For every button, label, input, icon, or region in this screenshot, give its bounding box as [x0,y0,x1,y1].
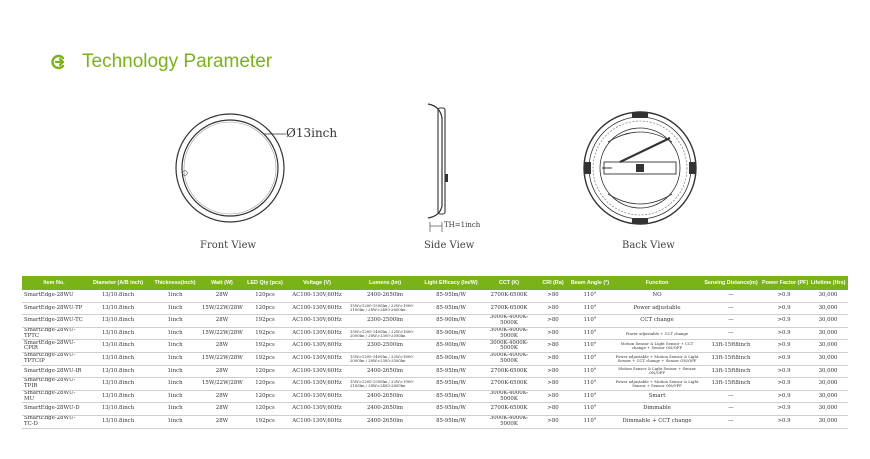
table-cell: — [702,302,760,315]
table-cell: Power adjustable + Motion Sensor & Light Sensor + CCT change + Sensor ON/OFF [612,352,702,365]
table-cell: 110° [568,403,612,416]
table-cell: >0.9 [760,327,808,340]
table-cell: 3000K-4000K-5000K [480,327,538,340]
table-cell: 30,000 [808,327,848,340]
table-cell: 1inch [150,290,200,302]
table-cell: — [702,415,760,428]
table-cell: 85-95lm/W [422,302,480,315]
table-cell: >80 [538,403,568,416]
table-cell: 2400-2650lm [348,365,422,378]
table-cell: 28W [200,390,244,403]
table-cell: 120pcs [244,378,286,391]
diameter-label: Ø13inch [286,126,338,140]
chevron-arrow-icon [50,53,68,71]
table-cell: 30,000 [808,315,848,328]
table-cell: 30,000 [808,378,848,391]
column-header: Function [612,276,702,290]
table-row [22,327,848,340]
table-cell: 2400-2650lm [348,390,422,403]
table-cell: 13/10.8inch [86,315,150,328]
column-header: Sensing Distance(m) [702,276,760,290]
table-cell: >80 [538,415,568,428]
table-cell: >80 [538,352,568,365]
table-cell: 13/10.8inch [86,415,150,428]
table-cell: 1inch [150,340,200,353]
table-cell: 3000K-4000K-5000K [480,352,538,365]
table-cell: 13ft-15ft8inch [702,352,760,365]
table-cell: 3000K-4000K-5000K [480,315,538,328]
table-cell: >0.9 [760,378,808,391]
table-cell: 110° [568,327,612,340]
table-cell: 1inch [150,365,200,378]
table-cell: 85-95lm/W [422,290,480,302]
table-cell: >80 [538,365,568,378]
table-cell: AC100-130V,60Hz [286,327,348,340]
table-cell: 1inch [150,352,200,365]
table-cell: AC100-130V,60Hz [286,352,348,365]
column-header: Lifetime (Hrs) [808,276,848,290]
table-cell: AC100-130V,60Hz [286,365,348,378]
table-cell: 13/10.8inch [86,352,150,365]
table-cell: 1inch [150,315,200,328]
table-cell: — [702,327,760,340]
spec-table-container [22,276,848,429]
table-cell: 110° [568,340,612,353]
table-cell: 120pcs [244,302,286,315]
table-cell: 120pcs [244,365,286,378]
table-cell: — [702,390,760,403]
table-cell: Dimmable [612,403,702,416]
column-header: Light Efficacy (lm/W) [422,276,480,290]
table-cell: 192pcs [244,340,286,353]
table-row [22,290,848,302]
table-cell: >80 [538,290,568,302]
table-cell: SmartEdge-28WU-MU [22,390,86,403]
table-row [22,390,848,403]
page-title: Technology Parameter [82,51,273,72]
table-cell: 2400-2650lm [348,403,422,416]
back-view-caption: Back View [622,240,675,251]
table-cell: 120pcs [244,390,286,403]
table-cell: 28W [200,340,244,353]
table-cell: 85-95lm/W [422,415,480,428]
table-cell: 30,000 [808,340,848,353]
table-cell: 110° [568,290,612,302]
table-cell: 85-95lm/W [422,378,480,391]
table-cell: 15W>1200-1400lm / 22W>1800-2000lm / 28W>2300-2500lm [348,327,422,340]
table-cell: 15W>1200-1400lm / 22W>1800-2000lm / 28W>2300-2500lm [348,352,422,365]
table-cell: 85-90lm/W [422,327,480,340]
table-cell: 13ft-15ft8inch [702,340,760,353]
front-view-drawing [168,98,368,228]
side-view-caption: Side View [424,240,475,251]
table-cell: SmartEdge-28WU-TPIR [22,378,86,391]
table-cell: >80 [538,315,568,328]
table-cell: SmartEdge-28WU-IR [22,365,86,378]
table-cell: 13/10.8inch [86,378,150,391]
table-cell: 28W [200,290,244,302]
table-cell: >80 [538,340,568,353]
back-view-drawing [578,98,698,228]
table-cell: 3000K-4000K-5000K [480,340,538,353]
table-cell: 30,000 [808,290,848,302]
table-cell: 2300-2500lm [348,315,422,328]
column-header: CRI (Ra) [538,276,568,290]
table-row [22,302,848,315]
table-cell: 85-90lm/W [422,340,480,353]
table-cell: 15W>1200-1500lm / 22W>1900-2100lm / 28W>2400-2600lm [348,378,422,391]
table-cell: 85-95lm/W [422,403,480,416]
table-cell: — [702,315,760,328]
table-cell: 110° [568,378,612,391]
table-cell: 30,000 [808,415,848,428]
section-heading [50,50,272,74]
table-cell: 3000K-4000K-5000K [480,390,538,403]
table-cell: 28W [200,365,244,378]
table-cell: 110° [568,315,612,328]
table-cell: 110° [568,390,612,403]
table-cell: 85-90lm/W [422,352,480,365]
front-view-caption: Front View [200,240,257,251]
table-cell: Motion Sensor & Light Sensor + Sensor ON/OFF [612,365,702,378]
table-cell: 192pcs [244,327,286,340]
table-cell: 13/10.8inch [86,340,150,353]
column-header: Voltage (V) [286,276,348,290]
table-cell: 192pcs [244,315,286,328]
table-cell: CCT change [612,315,702,328]
table-row [22,315,848,328]
table-cell: 30,000 [808,365,848,378]
table-cell: 28W [200,415,244,428]
column-header: CCT (K) [480,276,538,290]
table-cell: 15W/22W/28W [200,302,244,315]
table-cell: AC100-130V,60Hz [286,290,348,302]
back-view-figure [578,98,698,228]
table-cell: 2300-2500lm [348,340,422,353]
table-cell: AC100-130V,60Hz [286,378,348,391]
table-cell: >80 [538,327,568,340]
column-header: Lumens (lm) [348,276,422,290]
table-cell: 1inch [150,302,200,315]
table-cell: 30,000 [808,352,848,365]
table-cell: 1inch [150,327,200,340]
thickness-label: TH=1inch [444,221,481,229]
table-cell: Power adjustable + CCT change [612,327,702,340]
table-cell: >0.9 [760,365,808,378]
table-cell: AC100-130V,60Hz [286,315,348,328]
table-cell: Power adjustable [612,302,702,315]
table-cell: SmartEdge-28WU-TP [22,302,86,315]
table-cell: SmartEdge-28WU-TC-D [22,415,86,428]
table-cell: >0.9 [760,315,808,328]
column-header: Item No. [22,276,86,290]
table-cell: 13ft-15ft8inch [702,378,760,391]
table-cell: SmartEdge-28WU-TPTCIP [22,352,86,365]
table-cell: 120pcs [244,290,286,302]
front-view-figure [168,98,368,228]
table-cell: 85-95lm/W [422,365,480,378]
table-cell: 28W [200,403,244,416]
spec-table [22,276,848,429]
table-cell: 28W [200,315,244,328]
table-cell: 192pcs [244,415,286,428]
table-cell: 2700K-6500K [480,290,538,302]
table-cell: AC100-130V,60Hz [286,415,348,428]
table-cell: >0.9 [760,403,808,416]
table-cell: SmartEdge-28WU-TC [22,315,86,328]
table-header-row [22,276,848,290]
table-cell: SmartEdge-28WU-TPTC [22,327,86,340]
table-cell: — [702,290,760,302]
table-cell: AC100-130V,60Hz [286,340,348,353]
table-cell: >0.9 [760,390,808,403]
table-cell: 2400-2650lm [348,415,422,428]
table-cell: Dimmable + CCT change [612,415,702,428]
table-cell: — [702,403,760,416]
table-cell: 1inch [150,390,200,403]
table-cell: >80 [538,302,568,315]
table-cell: 1inch [150,378,200,391]
table-cell: NO [612,290,702,302]
table-cell: 2700K-6500K [480,365,538,378]
column-header: Beam Angle (°) [568,276,612,290]
table-cell: >0.9 [760,340,808,353]
table-cell: 13/10.8inch [86,403,150,416]
table-cell: 192pcs [244,352,286,365]
table-cell: >80 [538,390,568,403]
table-cell: SmartEdge-28WU [22,290,86,302]
column-header: Thickness(inch) [150,276,200,290]
table-cell: 13/10.8inch [86,390,150,403]
table-row [22,415,848,428]
table-cell: 1inch [150,403,200,416]
table-cell: 15W/22W/28W [200,352,244,365]
table-cell: 15W/22W/28W [200,378,244,391]
side-view-drawing [418,98,498,233]
column-header: Power Factor (PF) [760,276,808,290]
table-row [22,365,848,378]
table-row [22,340,848,353]
table-cell: Power adjustable + Motion Sensor & Light Sensor + Sensor ON/OFF [612,378,702,391]
table-cell: >0.9 [760,352,808,365]
table-row [22,403,848,416]
table-cell: 15W>1200-1500lm / 22W>1900-2100lm / 28W>2400-2600lm [348,302,422,315]
table-cell: 30,000 [808,403,848,416]
table-cell: Motion Sensor & Light Sensor + CCT change + Sensor ON/OFF [612,340,702,353]
table-cell: 13ft-15ft8inch [702,365,760,378]
table-cell: 30,000 [808,390,848,403]
column-header: Diameter (A/B inch) [86,276,150,290]
table-cell: 1inch [150,415,200,428]
side-view-figure [418,98,498,233]
table-cell: 2700K-6500K [480,378,538,391]
table-cell: 2700K-6500K [480,302,538,315]
table-cell: AC100-130V,60Hz [286,390,348,403]
table-cell: AC100-130V,60Hz [286,403,348,416]
table-cell: >0.9 [760,290,808,302]
table-cell: 30,000 [808,302,848,315]
table-cell: 13/10.8inch [86,365,150,378]
table-cell: >80 [538,378,568,391]
table-row [22,352,848,365]
table-cell: Smart [612,390,702,403]
table-cell: 13/10.8inch [86,302,150,315]
table-cell: 120pcs [244,403,286,416]
table-cell: 110° [568,365,612,378]
table-cell: 110° [568,415,612,428]
table-cell: 2700K-6500K [480,403,538,416]
table-cell: >0.9 [760,302,808,315]
table-cell: 15W/22W/28W [200,327,244,340]
table-cell: AC100-130V,60Hz [286,302,348,315]
table-cell: 2400-2650lm [348,290,422,302]
table-cell: 110° [568,352,612,365]
table-row [22,378,848,391]
table-cell: 3000K-4000K-5000K [480,415,538,428]
table-cell: 85-90lm/W [422,315,480,328]
table-cell: >0.9 [760,415,808,428]
column-header: Watt (W) [200,276,244,290]
table-cell: 13/10.8inch [86,290,150,302]
table-cell: 85-95lm/W [422,390,480,403]
table-cell: SmartEdge-28WU-D [22,403,86,416]
column-header: LED Qty (pcs) [244,276,286,290]
table-cell: SmartEdge-28WU-CPIR [22,340,86,353]
table-cell: 13/10.8inch [86,327,150,340]
table-cell: 110° [568,302,612,315]
